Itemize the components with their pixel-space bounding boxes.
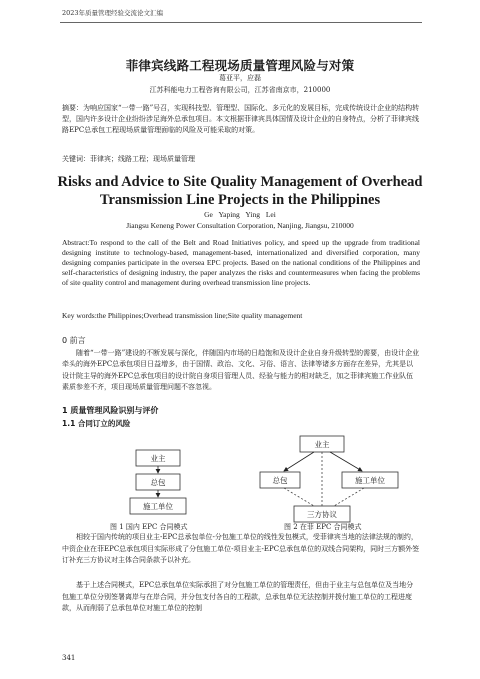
cn-abstract: 摘要：为响应国家“一带一路”号召，实现科技型、管理型、国际化、多元化的发展目标，完成传统设计企业的结构转型，国内许多设计企业纷纷涉足海外总承包项目。本文根据菲律宾具体国情及设计企业的自身特点，分析了菲律宾线路EPC总承包工程现场质量管理面临的风险及可能采取的对策。 — [62, 104, 420, 135]
page-number: 341 — [62, 654, 76, 662]
header-rule — [60, 22, 422, 23]
running-header: 2023年质量管理经验交流论文汇编 — [62, 9, 164, 17]
en-keywords: Key words:the Philippines;Overhead transmission line;Site quality management — [62, 311, 303, 320]
cn-keywords: 关键词：菲律宾；线路工程；现场质量管理 — [62, 155, 195, 163]
body-paragraph-3: 基于上述合同模式，EPC总承包单位实际承担了对分包施工单位的管理责任，但由于业主与总包单位及当地分包施工单位分别签署离岸与在岸合同，并分包支付各自的工程款，总承包单位无法控制并拨付施工单位的工程进度款，从而削弱了总承包单位对施工单位的控制 — [62, 581, 414, 613]
fig2-dashed-contractor — [284, 488, 314, 506]
en-title-line2: Transmission Line Projects in the Philippines — [99, 192, 381, 208]
fig1-owner-label: 业主 — [150, 454, 166, 463]
fig1-subcontractor-label: 施工单位 — [143, 502, 173, 511]
en-abstract: Abstract:To respond to the call of the Belt and Road Initiatives policy, and speed up the upgrade from traditional designing institute to technology-based, management-based, internationalized and diversified corporation, many designing companies participate in the oversea EPC projects. Based on the national conditions of the Philippines and self-characteristics of designing industry, the paper analyzes the risks and countermeasures when facing the problems of site quality control and management during overhead transmission line projects. — [62, 238, 420, 288]
fig2-subcontractor-label: 施工单位 — [355, 476, 385, 485]
body-paragraph-2: 相较于国内传统的项目业主-EPC总承包单位-分包施工单位的线性发包模式，受菲律宾当地的法律法规的制约，中资企业在菲EPC总承包项目实际形成了分包施工单位-项目业主-EPC总承包单位的双线合同架构，同时三方额外签订补充三方协议对主体合同条款予以补充。 — [62, 533, 420, 565]
figure1-caption: 图 1 国内 EPC 合同模式 — [110, 523, 188, 531]
fig2-arrow-owner-contractor — [284, 452, 314, 471]
body-paragraph-1: 随着“一带一路”建设的不断发展与深化，伴随国内市场的日趋饱和及设计企业自身升级转型的需要，由设计企业牵头的海外EPC总承包项目日益增多，由于国情、政治、文化、习俗、语言、法律等诸多方面存在差异，尤其是以设计院主导的海外EPC总承包项目的设计院自身项目管理人员、经验与能力的相对缺乏，加之菲律宾施工作业队伍素质参差不齐，项目现场质量管理问题不容忽视。 — [62, 349, 420, 391]
fig2-tripartite-label: 三方协议 — [307, 510, 337, 519]
figure-area — [62, 428, 420, 523]
figure2-caption: 图 2 在菲 EPC 合同模式 — [284, 523, 362, 531]
en-affiliation: Jiangsu Keneng Power Consultation Corporation, Nanjing, Jiangsu, 210000 — [126, 221, 354, 230]
section-heading-0: 0 前言 — [62, 336, 86, 345]
section-heading-1-1: 1.1 合同订立的风险 — [62, 419, 131, 428]
fig2-arrow-owner-subcontractor — [330, 452, 362, 471]
en-authors: Ge Yaping Ying Lei — [204, 210, 276, 219]
fig2-contractor-label: 总包 — [272, 476, 288, 485]
en-title-line1: Risks and Advice to Site Quality Management of Overhead — [57, 174, 423, 190]
fig1-contractor-label: 总包 — [150, 478, 166, 487]
section-heading-1: 1 质量管理风险识别与评价 — [62, 406, 159, 415]
en-title — [0, 173, 480, 209]
fig2-dashed-subcontractor — [334, 488, 364, 506]
fig2-owner-label: 业主 — [314, 440, 330, 449]
cn-affiliation: 江苏科能电力工程咨询有限公司，江苏省南京市，210000 — [149, 86, 331, 94]
cn-authors: 葛亚平，应磊 — [219, 74, 261, 82]
cn-title: 菲律宾线路工程现场质量管理风险与对策 — [125, 58, 355, 73]
